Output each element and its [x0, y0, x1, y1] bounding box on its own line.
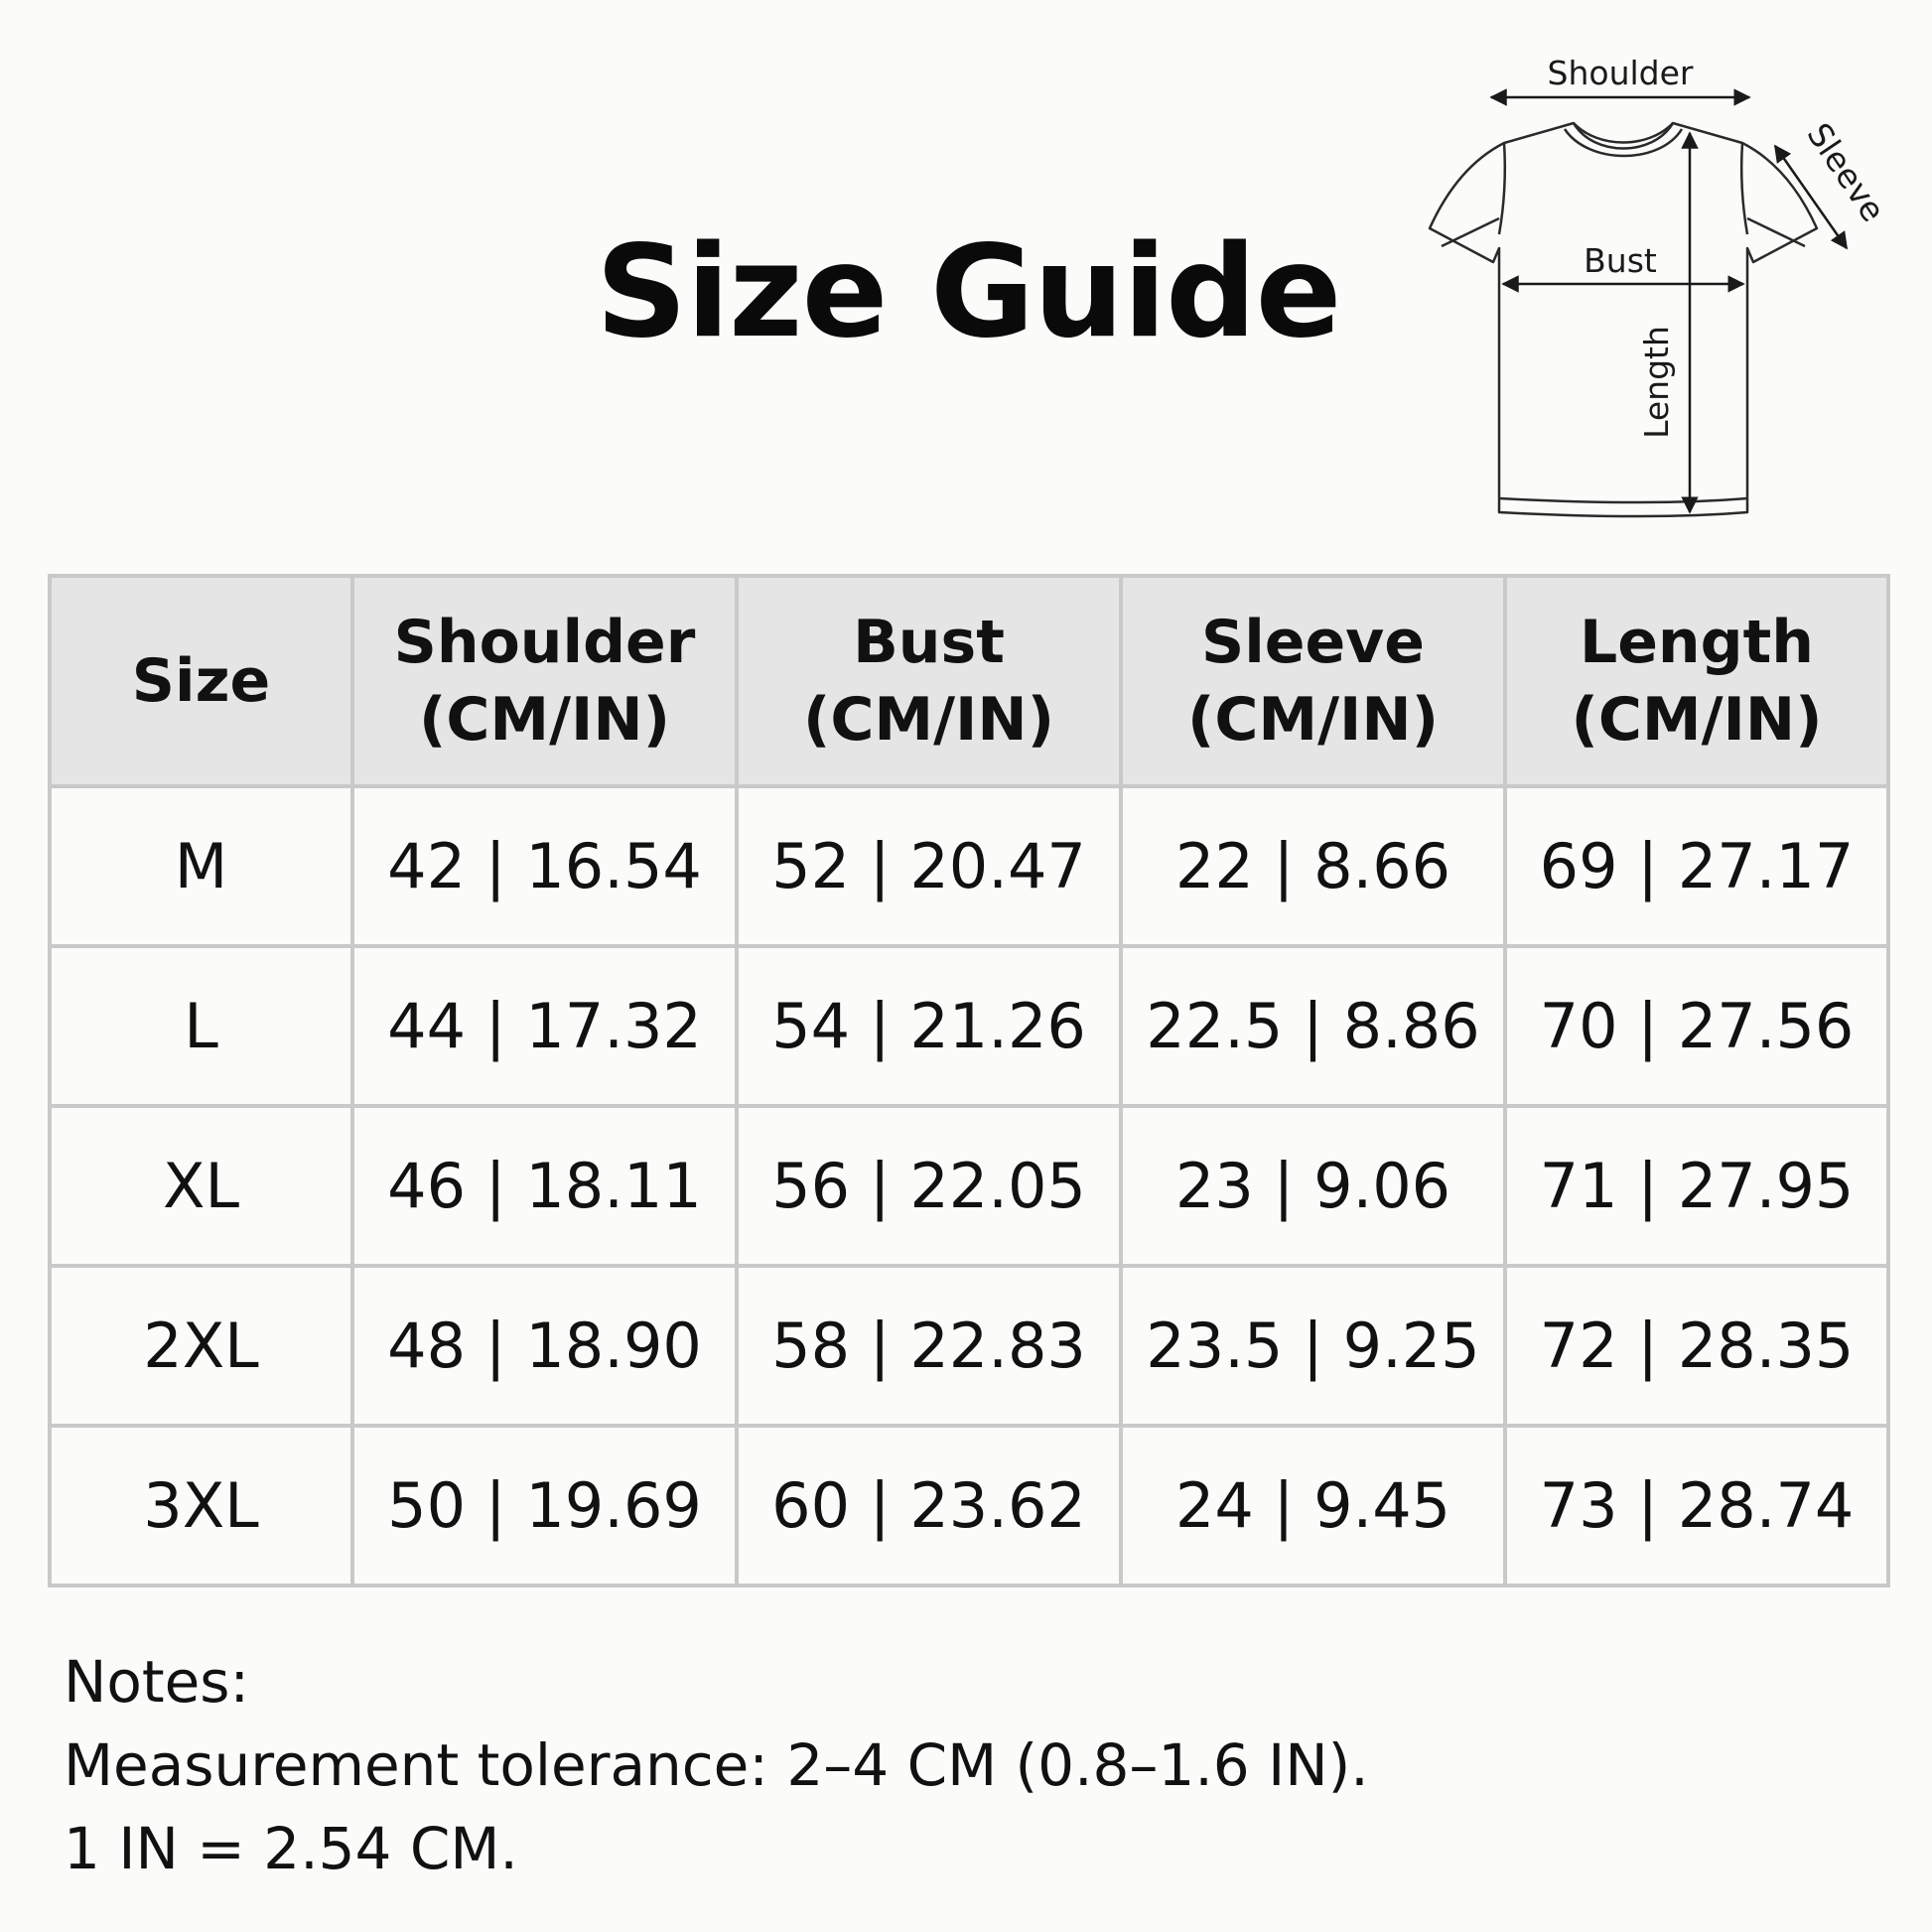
- header-bust: [737, 576, 1121, 786]
- cell-bust: 58 | 22.83: [737, 1266, 1121, 1426]
- table-row: [50, 786, 1888, 946]
- cell-shoulder: 42 | 16.54: [352, 786, 737, 946]
- header-length: [1505, 576, 1888, 786]
- header-label: Sleeve: [1201, 608, 1425, 677]
- note-line: 1 IN = 2.54 CM.: [64, 1815, 518, 1882]
- shoulder-label: Shoulder: [1547, 54, 1694, 92]
- cell-size: 3XL: [50, 1426, 352, 1586]
- t-shirt-measurement-icon: [1400, 40, 1896, 536]
- cell-shoulder: 44 | 17.32: [352, 946, 737, 1106]
- notes-section: [64, 1640, 1369, 1890]
- table-header-row: [50, 576, 1888, 786]
- cell-sleeve: 23.5 | 9.25: [1121, 1266, 1505, 1426]
- cell-length: 73 | 28.74: [1505, 1426, 1888, 1586]
- cell-sleeve: 22.5 | 8.86: [1121, 946, 1505, 1106]
- cell-sleeve: 23 | 9.06: [1121, 1106, 1505, 1266]
- size-table: [48, 574, 1890, 1587]
- cell-sleeve: 22 | 8.66: [1121, 786, 1505, 946]
- length-label: Length: [1637, 326, 1676, 439]
- header-unit: (CM/IN): [1186, 685, 1440, 755]
- table-row: [50, 946, 1888, 1106]
- cell-shoulder: 50 | 19.69: [352, 1426, 737, 1586]
- cell-shoulder: 48 | 18.90: [352, 1266, 737, 1426]
- header-unit: (CM/IN): [1571, 685, 1823, 755]
- note-line: Measurement tolerance: 2–4 CM (0.8–1.6 IN).: [64, 1731, 1369, 1799]
- sleeve-label: Sleeve: [1799, 115, 1893, 229]
- page-title: Size Guide: [596, 218, 1341, 366]
- cell-length: 72 | 28.35: [1505, 1266, 1888, 1426]
- table-row: [50, 1106, 1888, 1266]
- header-label: Shoulder: [393, 608, 696, 677]
- bust-label: Bust: [1584, 241, 1657, 280]
- cell-size: XL: [50, 1106, 352, 1266]
- header-sleeve: [1121, 576, 1505, 786]
- header-label: Length: [1580, 608, 1814, 677]
- cell-length: 70 | 27.56: [1505, 946, 1888, 1106]
- header-size: [50, 576, 352, 786]
- cell-size: 2XL: [50, 1266, 352, 1426]
- cell-bust: 54 | 21.26: [737, 946, 1121, 1106]
- cell-sleeve: 24 | 9.45: [1121, 1426, 1505, 1586]
- notes-heading: Notes:: [64, 1648, 250, 1716]
- table-row: [50, 1266, 1888, 1426]
- cell-shoulder: 46 | 18.11: [352, 1106, 737, 1266]
- header-unit: (CM/IN): [802, 685, 1055, 755]
- cell-size: M: [50, 786, 352, 946]
- cell-size: L: [50, 946, 352, 1106]
- header-label: Size: [131, 646, 271, 716]
- cell-bust: 60 | 23.62: [737, 1426, 1121, 1586]
- header-label: Bust: [853, 608, 1005, 677]
- cell-bust: 56 | 22.05: [737, 1106, 1121, 1266]
- cell-length: 69 | 27.17: [1505, 786, 1888, 946]
- header-shoulder: [352, 576, 737, 786]
- cell-length: 71 | 27.95: [1505, 1106, 1888, 1266]
- cell-bust: 52 | 20.47: [737, 786, 1121, 946]
- table-row: [50, 1426, 1888, 1586]
- header-unit: (CM/IN): [418, 685, 671, 755]
